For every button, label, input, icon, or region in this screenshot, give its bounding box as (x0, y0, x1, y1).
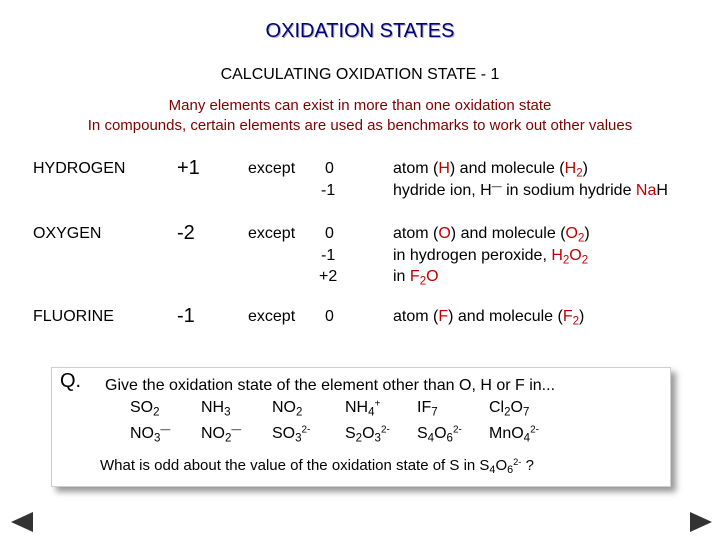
formula-no2: $NO_2$ (272, 399, 303, 419)
formula-cl2o7: $Cl_2O_7$ (489, 399, 530, 419)
exception-value: 0 (325, 225, 334, 242)
intro-line-2: In compounds, certain elements are used as benchmarks to work out other values (87, 117, 633, 134)
formula-no2-minus: $NO_2^—$ (201, 424, 242, 445)
oxidation-state: -1 (177, 305, 195, 327)
element-name: OXYGEN (33, 225, 102, 242)
odd-question: What is odd about the value of the oxidation state of S in $S_4O_6^{2-}$ ? (100, 456, 534, 477)
page-title: OXIDATION STATES (265, 20, 455, 42)
element-name: FLUORINE (33, 308, 114, 325)
except-label: except (248, 160, 296, 177)
formula-if7: $IF_7$ (417, 399, 438, 419)
formula-s2o3-2minus: $S_2O_3^{2-}$ (345, 424, 390, 445)
exception-value: 0 (325, 308, 334, 325)
oxidation-state: -2 (177, 222, 195, 244)
intro-line-1: Many elements can exist in more than one oxidation state (168, 97, 552, 114)
exception-note: in $F_2O$ (393, 268, 439, 288)
formula-so3-2minus: $SO_3^{2-}$ (272, 424, 311, 445)
subtitle: CALCULATING OXIDATION STATE - 1 (220, 66, 500, 83)
exception-value: -1 (321, 182, 336, 199)
exception-note: atom (F) and molecule $(F_2)$ (393, 308, 585, 328)
exception-note: atom (H) and molecule $(H_2)$ (393, 160, 588, 180)
exception-value: 0 (325, 160, 334, 177)
formula-nh4-plus: $NH_4^+$ (345, 398, 381, 419)
exception-value: -1 (321, 247, 336, 264)
exception-note: atom (O) and molecule $(O_2)$ (393, 225, 590, 245)
element-name: HYDROGEN (33, 160, 126, 177)
oxidation-state: +1 (177, 157, 200, 179)
formula-s4o6-2minus: $S_4O_6^{2-}$ (417, 424, 462, 445)
question-label: Q. (60, 370, 82, 392)
formula-mno4-2minus: MnO$_4^{2-}$ (489, 424, 539, 445)
formula-so2: $SO_2$ (130, 399, 160, 419)
formula-nh3: $NH_3$ (201, 399, 231, 419)
triangle-left-icon[interactable] (11, 512, 33, 532)
except-label: except (248, 225, 296, 242)
triangle-right-icon[interactable] (690, 512, 712, 532)
exception-note: in hydrogen peroxide, $H_2O_2$ (393, 247, 589, 267)
formula-no3-minus: $NO_3^—$ (130, 424, 171, 445)
except-label: except (248, 308, 296, 325)
exception-value: +2 (319, 268, 338, 285)
question-prompt: Give the oxidation state of the element other than O, H or F in... (105, 377, 556, 394)
exception-note: hydride ion, H— in sodium hydride NaH (393, 181, 668, 199)
